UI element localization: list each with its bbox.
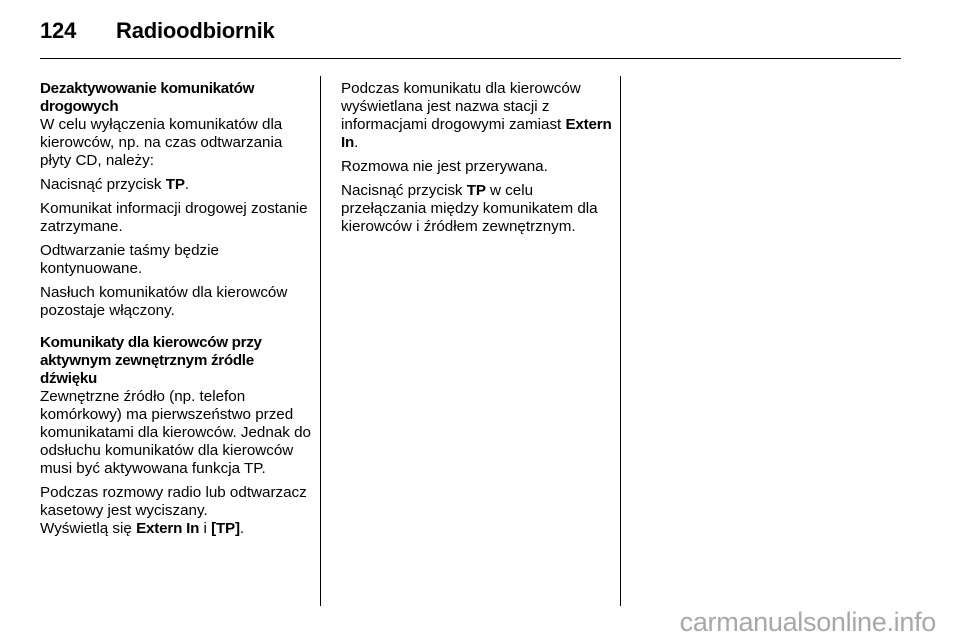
paragraph-station-name [341,80,613,152]
paragraph-extern-in [40,520,312,538]
text: Wyświetlą się [40,520,137,537]
column-2 [341,80,613,242]
page-title: Radioodbiornik [116,18,275,43]
column-divider-left [320,76,321,606]
text: w celu przełączania między komunikatem dla kierowców i źródłem zewnętrznym. [341,182,598,235]
watermark: carmanualsonline.info [679,607,936,637]
page-header [40,18,275,44]
paragraph-press-tp [40,176,312,194]
extern-in-label: Extern In [341,116,612,151]
tp-button-label: TP [165,176,185,193]
column-1 [40,80,312,544]
header-rule [40,58,901,59]
column-divider-right [620,76,621,606]
paragraph: W celu wyłączenia komunikatów dla kierowców, np. na czas odtwarzania płyty CD, należy: [40,116,283,169]
text: Nacisnąć przycisk [341,182,467,199]
paragraph-press-tp-toggle [341,182,613,236]
paragraph: Nasłuch komunikatów dla kierowców pozostaje włączony. [40,284,288,319]
page-number: 124 [40,18,77,43]
text: . [239,520,245,537]
section-heading-deactivate: Dezaktywowanie komunikatów drogowych [40,80,255,115]
paragraph: Rozmowa nie jest przerywana. [341,158,548,175]
tp-button-label: TP [466,182,486,199]
text: Podczas komunikatu dla kierowców wyświetlana jest nazwa stacji z informacjami drogowymi zamiast [341,80,581,133]
text: . [354,134,359,151]
section-heading-external-source: Komunikaty dla kierowców przy aktywnym zewnętrznym źródle dźwięku [40,334,262,387]
paragraph: Zewnętrzne źródło (np. telefon komórkowy) ma pierwszeństwo przed komunikatami dla kierowców. Jednak do odsłuchu komunikatów dla kierowców musi być aktywowana funkcja TP. [40,388,311,477]
paragraph: Komunikat informacji drogowej zostanie zatrzymane. [40,200,308,235]
paragraph: Odtwarzanie taśmy będzie kontynuowane. [40,242,219,277]
tp-indicator-label: [TP] [211,520,240,537]
paragraph: Podczas rozmowy radio lub odtwarzacz kasetowy jest wyciszany. [40,484,307,519]
text: . [184,176,189,193]
extern-in-label: Extern In [136,520,200,537]
text: Nacisnąć przycisk [40,176,166,193]
text: i [199,520,212,537]
